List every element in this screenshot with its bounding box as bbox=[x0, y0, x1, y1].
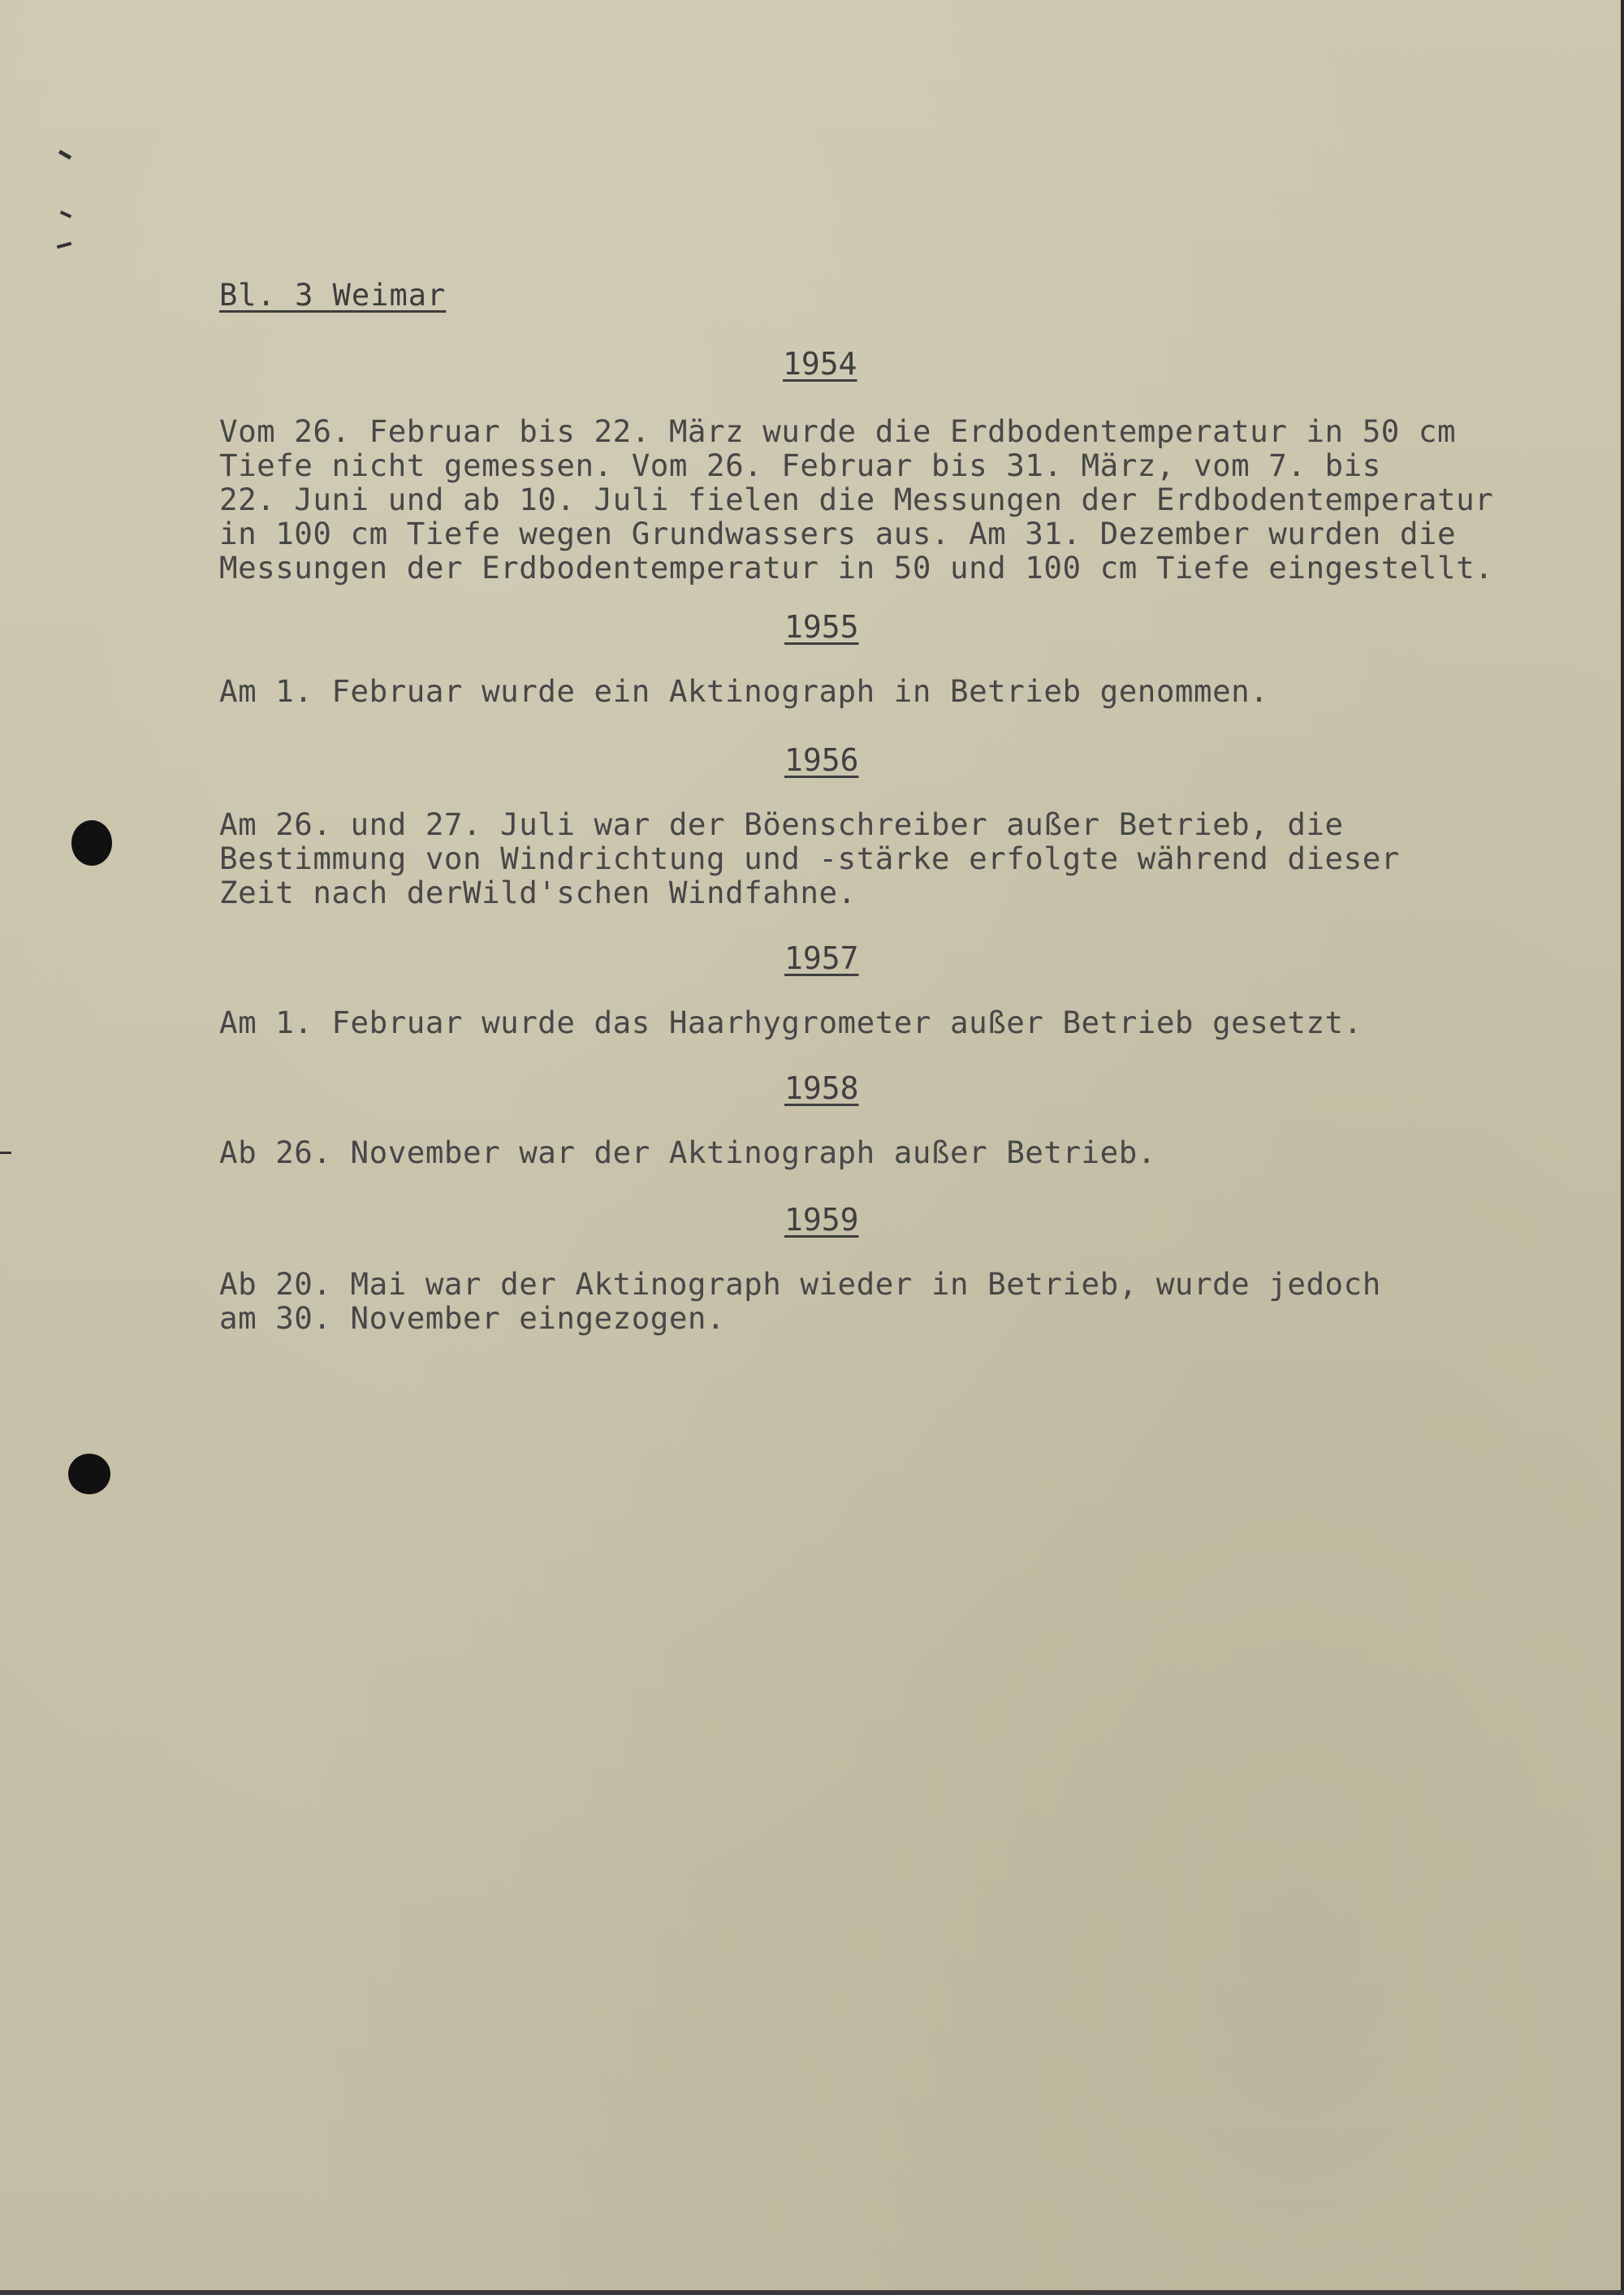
margin-mark bbox=[60, 210, 71, 218]
sheet-heading: Bl. 3 Weimar bbox=[219, 278, 447, 313]
paragraph-1957: Am 1. Februar wurde das Haarhygrometer außer Betrieb gesetzt. bbox=[219, 1005, 1363, 1040]
margin-mark bbox=[0, 1152, 11, 1154]
paragraph-1958: Ab 26. November war der Aktinograph außer Betrieb. bbox=[219, 1135, 1156, 1170]
scan-edge-right bbox=[1621, 0, 1624, 2295]
year-heading-1957: 1957 bbox=[784, 940, 859, 976]
punch-hole-lower bbox=[68, 1454, 110, 1494]
paragraph-1954: Vom 26. Februar bis 22. März wurde die Erdbodentemperatur in 50 cm Tiefe nicht gemessen. Vom 26. Februar bis 31. März, vom 7. bis 22. Juni und ab 10. Juli fielen die Messungen der Erdbodentemperatur in 100 cm Tiefe wegen Grundwassers aus. Am 31. Dezember wurden die Messungen der Erdbodentemperatur in 50 und 100 cm Tiefe eingestellt. bbox=[219, 413, 1494, 586]
paragraph-1955: Am 1. Februar wurde ein Aktinograph in Betrieb genommen. bbox=[219, 673, 1269, 709]
year-heading-1955: 1955 bbox=[784, 609, 859, 645]
year-heading-1959: 1959 bbox=[784, 1202, 859, 1238]
year-heading-1954: 1954 bbox=[783, 346, 857, 382]
scan-edge-bottom bbox=[0, 2290, 1624, 2295]
year-heading-1958: 1958 bbox=[784, 1070, 859, 1106]
paragraph-1959: Ab 20. Mai war der Aktinograph wieder in Betrieb, wurde jedoch am 30. November eingezogen. bbox=[219, 1266, 1381, 1336]
punch-hole-upper bbox=[71, 820, 112, 866]
year-heading-1956: 1956 bbox=[784, 742, 859, 778]
paragraph-1956: Am 26. und 27. Juli war der Böenschreiber außer Betrieb, die Bestimmung von Windrichtung und -stärke erfolgte während dieser Zeit nach derWild'schen Windfahne. bbox=[219, 806, 1400, 910]
margin-mark bbox=[58, 149, 71, 159]
margin-mark bbox=[57, 242, 71, 249]
